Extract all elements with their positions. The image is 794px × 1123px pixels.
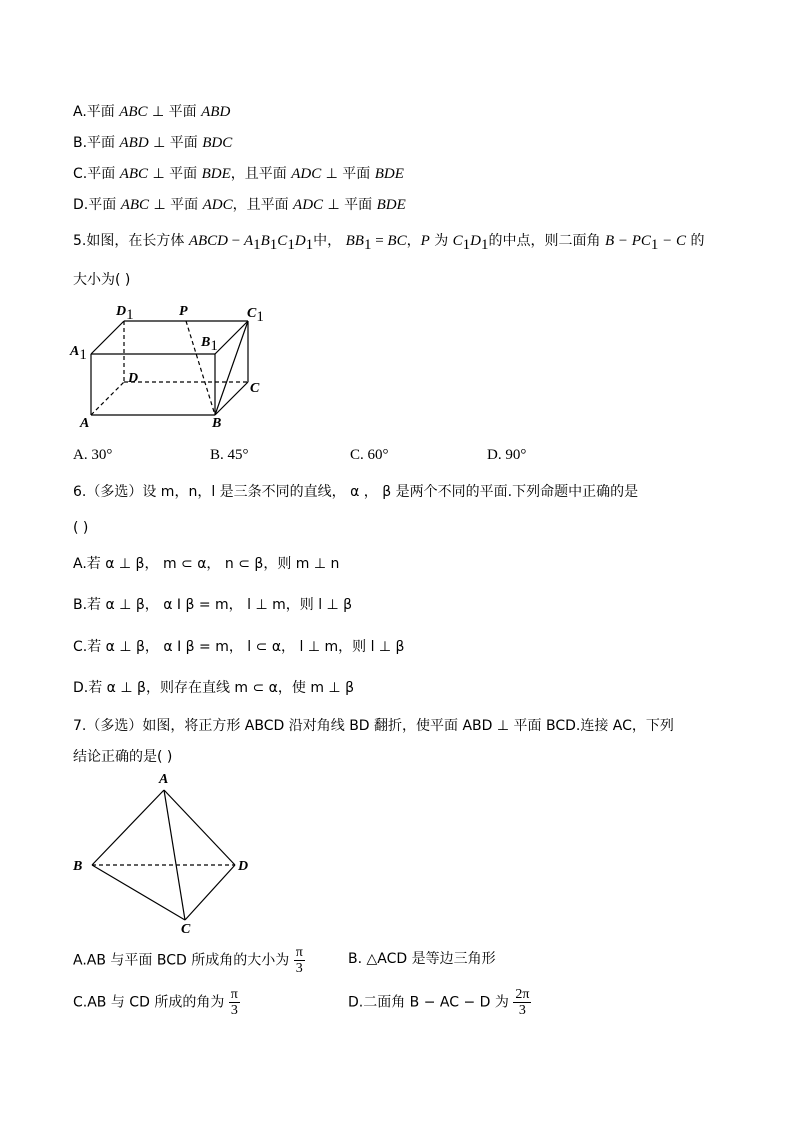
edge-cd: [185, 865, 235, 920]
q4-option-d: D.平面 ABC ⊥ 平面 ADC，且平面 ADC ⊥ 平面 BDE: [73, 197, 406, 213]
label-a1: $A_1$: [70, 344, 87, 363]
q6-option-c: C.若 α ⊥ β， α I β = m， l ⊂ α， l ⊥ m，则 l ⊥ β: [73, 639, 405, 655]
cuboid-figure: [66, 298, 276, 433]
q6-option-d: D.若 α ⊥ β，则存在直线 m ⊂ α，使 m ⊥ β: [73, 680, 355, 696]
q5-stem-line2: 大小为( ): [73, 272, 131, 288]
label-q7-b: B: [73, 859, 83, 874]
label-q7-d: D: [238, 859, 249, 874]
q5-option-b: B. 45°: [210, 447, 249, 463]
q7-option-d: D.二面角 B − AC − D 为 $\frac{2\pi}{3}$: [348, 987, 530, 1018]
q7-option-a: A.AB 与平面 BCD 所成角的大小为 $\frac{\pi}{3}$: [73, 945, 303, 976]
label-c: C: [250, 381, 260, 396]
edge-ad-hidden: [91, 382, 124, 415]
label-q7-c: C: [181, 922, 191, 937]
q4-option-c: C.平面 ABC ⊥ 平面 BDE，且平面 ADC ⊥ 平面 BDE: [73, 166, 404, 182]
edge-ab: [92, 790, 164, 865]
q7-stem: 7.（多选）如图，将正方形 ABCD 沿对角线 BD 翻折，使平面 ABD ⊥ 平面 BCD.连接 AC，下列: [73, 718, 674, 734]
q6-stem-line2: ( ): [73, 520, 89, 536]
label-d: D: [128, 371, 139, 386]
q6-option-a: A.若 α ⊥ β， m ⊂ α， n ⊂ β，则 m ⊥ n: [73, 556, 340, 572]
q5-option-d: D. 90°: [487, 447, 527, 463]
q6-stem: 6.（多选）设 m，n，l 是三条不同的直线， α ， β 是两个不同的平面.下列命题中正确的是: [73, 484, 639, 500]
label-q7-a: A: [159, 772, 169, 787]
folded-square-figure: [80, 780, 250, 925]
edge-a1d1: [91, 321, 124, 354]
q7-option-c: C.AB 与 CD 所成的角为 $\frac{\pi}{3}$: [73, 987, 238, 1018]
q5-option-c: C. 60°: [350, 447, 389, 463]
q4-option-b: B.平面 ABD ⊥ 平面 BDC: [73, 135, 233, 151]
label-d1: $D_1$: [116, 304, 134, 323]
label-p: P: [179, 304, 188, 319]
segment-bc1: [215, 321, 248, 415]
label-b1: $B_1$: [201, 335, 218, 354]
edge-bc: [92, 865, 185, 920]
q6-option-b: B.若 α ⊥ β， α I β = m， l ⊥ m，则 l ⊥ β: [73, 597, 353, 613]
q5-stem: 5.如图，在长方体 ABCD − $A_1B_1C_1D_1$中， $BB_1$ = BC，P 为 $C_1D_1$的中点，则二面角 $B - PC_1 - C$ 的: [73, 233, 705, 253]
edge-bc: [215, 382, 248, 415]
q4-option-a: A.平面 ABC ⊥ 平面 ABD: [73, 104, 231, 120]
label-b: B: [212, 416, 222, 431]
q7-stem-line2: 结论正确的是( ): [73, 749, 173, 765]
edge-b1c1: [215, 321, 248, 354]
label-c1: $C_1$: [247, 306, 264, 325]
q5-option-a: A. 30°: [73, 447, 113, 463]
label-a: A: [80, 416, 90, 431]
q7-option-b: B. △ACD 是等边三角形: [348, 951, 496, 967]
